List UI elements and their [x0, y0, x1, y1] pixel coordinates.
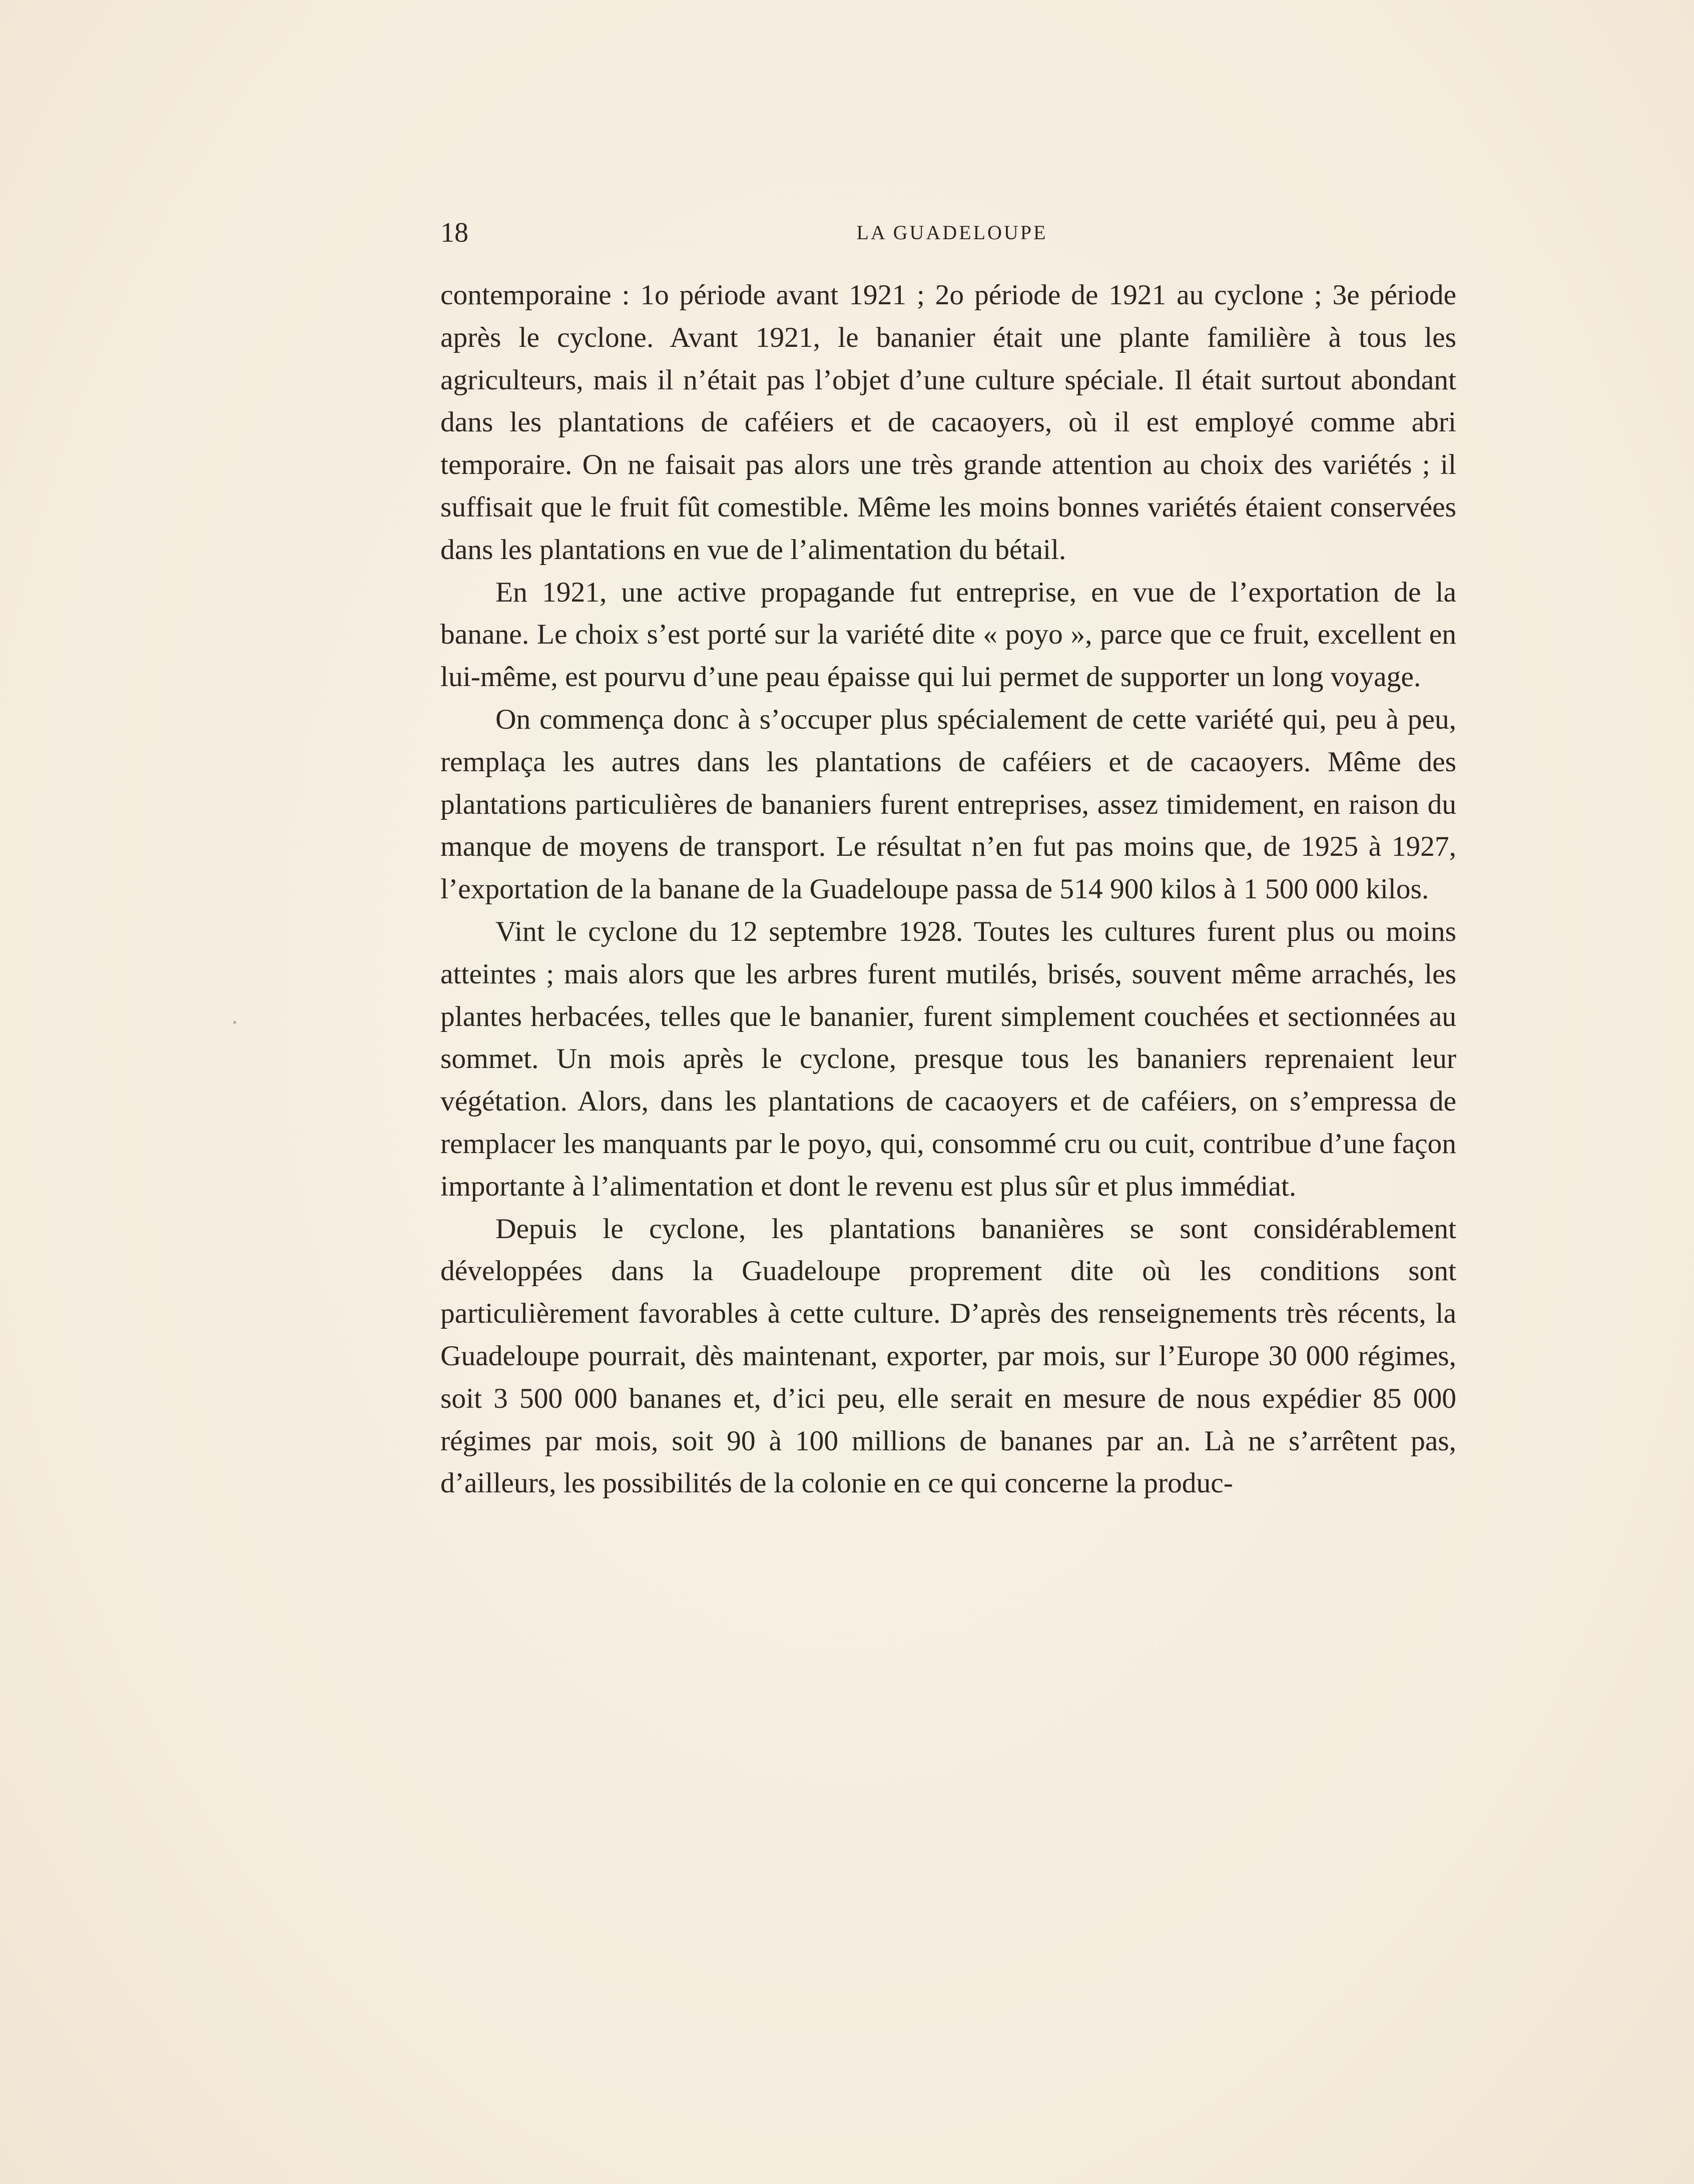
paragraph-continuation: contemporaine : 1o période avant 1921 ; 2o période de 1921 au cyclone ; 3e période après le cyclone. Avant 1921, le bananier était une plante familière à tous les agriculteurs, mais il n’était pas l’objet d’une culture spéciale. Il était surtout abondant dans les plantations de caféiers et de cacaoyers, où il est employé comme abri temporaire. On ne faisait pas alors une très grande attention au choix des variétés ; il suffisait que le fruit fût comestible. Même les moins bonnes variétés étaient conservées dans les plantations en vue de l’alimentation du bétail.: [440, 279, 1456, 566]
paragraph: En 1921, une active propagande fut entreprise, en vue de l’exportation de la banane. Le choix s’est porté sur la variété dite « poyo », parce que ce fruit, excellent en lui-même, est pourvu d’une peau épaisse qui lui permet de supporter un long voyage.: [440, 576, 1456, 693]
page-header: [440, 210, 1464, 255]
paper-speck: [233, 1021, 236, 1024]
body-text: [440, 274, 1456, 1505]
paragraph: Vint le cyclone du 12 septembre 1928. Toutes les cultures furent plus ou moins atteintes ; mais alors que les arbres furent mutilés, brisés, souvent même arrachés, les plantes herbacées, telles que le bananier, furent simplement couchées et sectionnées au sommet. Un mois après le cyclone, presque tous les bananiers reprenaient leur végétation. Alors, dans les plantations de cacaoyers et de caféiers, on s’empressa de remplacer les manquants par le poyo, qui, consommé cru ou cuit, contribue d’une façon importante à l’alimentation et dont le revenu est plus sûr et plus immédiat.: [440, 915, 1456, 1202]
running-title: LA GUADELOUPE: [856, 221, 1048, 244]
paragraph: Depuis le cyclone, les plantations bananières se sont considérablement développées dans la Guadeloupe proprement dite où les conditions sont particulièrement favorables à cette culture. D’après des renseignements très récents, la Guadeloupe pourrait, dès maintenant, exporter, par mois, sur l’Europe 30 000 régimes, soit 3 500 000 bananes et, d’ici peu, elle serait en mesure de nous expédier 85 000 régimes par mois, soit 90 à 100 millions de bananes par an. Là ne s’arrêtent pas, d’ailleurs, les possibilités de la colonie en ce qui concerne la produc-: [440, 1213, 1456, 1499]
paragraph: On commença donc à s’occuper plus spécialement de cette variété qui, peu à peu, remplaça les autres dans les plantations de caféiers et de cacaoyers. Même des plantations particulières de bananiers furent entreprises, assez timidement, en raison du manque de moyens de transport. Le résultat n’en fut pas moins que, de 1925 à 1927, l’exportation de la banane de la Guadeloupe passa de 514 900 kilos à 1 500 000 kilos.: [440, 703, 1456, 905]
page-number: 18: [440, 217, 468, 248]
